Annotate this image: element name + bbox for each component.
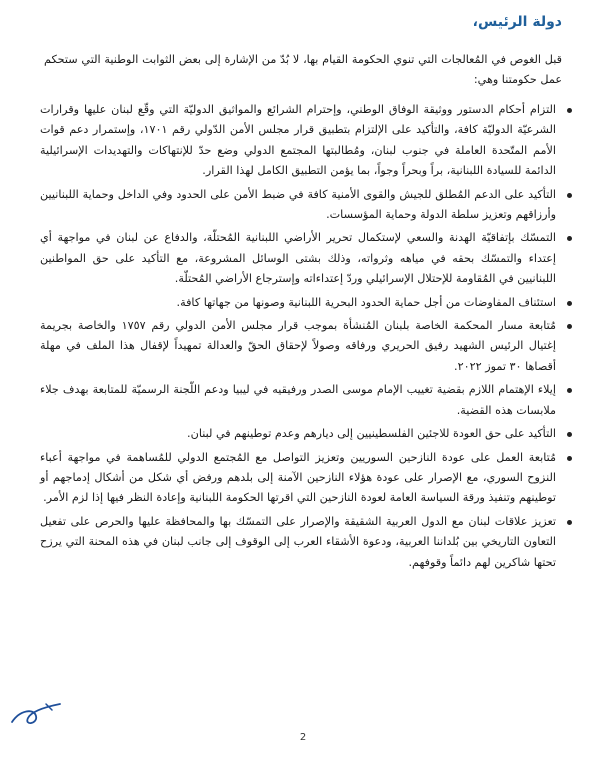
signature-mark [6,700,66,730]
list-item-text: التأكيد على حق العودة للاجئين الفلسطينيين إلى ديارهم وعدم توطينهم في لبنان. [187,427,556,441]
list-item-text: التزام أحكام الدستور ووثيقة الوفاق الوطني، وإحترام الشرائع والمواثيق الدوليّة التي وقّع لبنان عليها وقرارات الشرعيّة الدوليّة كافة، والتأكيد على الإلتزام بتطبيق قرار مجلس الأمن الدّولي رقم ١٧٠١، وإستمرار دعم قوات الأمم المتّحدة العاملة في جنوب لبنان، ومُطالبتها المجتمع الدولي وضع حدّ للإنتهاكات والتهديدات الإسرائيلية الدائمة للسيادة اللبنانية، براً وبحراً وجواً، بما يؤمن التطبيق الكامل لهذا القرار. [40,103,556,178]
bullet-icon [567,301,572,306]
principles-list [40,100,572,576]
bullet-icon [567,193,572,198]
list-item-text: إيلاء الإهتمام اللازم بقضية تغييب الإمام موسى الصدر ورفيقيه في ليبيا ودعم اللّجنة الرسميّة للمتابعة بهدف جلاء ملابسات هذه القضية. [40,383,556,417]
list-item-text: التمسّك بإتفاقيّة الهدنة والسعي لإستكمال تحرير الأراضي اللبنانية المُحتلّة، والدفاع عن لبنان في مواجهة أي إعتداء والتمسّك بحقه في مياهه وثرواته، وذلك بشتى الوسائل المشروعة، مع التأكيد على حق المواطنين اللبنانيين في المُقاومة للإحتلال الإسرائيلي وردّ إعتداءاته وإسترجاع الأراضي المُحتلّة. [40,231,556,286]
bullet-icon [567,236,572,241]
bullet-icon [567,108,572,113]
list-item-text: استئناف المفاوضات من أجل حماية الحدود البحرية اللبنانية وصونها من جهاتها كافة. [176,295,556,309]
bullet-icon [567,388,572,393]
list-item-text: مُتابعة مسار المحكمة الخاصة بلبنان المُنشأة بموجب قرار مجلس الأمن الدولي رقم ١٧٥٧ والخاصة بجريمة إغتيال الرئيس الشهيد رفيق الحريري ورفاقه وصولاً لإحقاق الحقّ والعدالة تمهيداً لإقفال هذا الملف في مهلة أقصاها ٣٠ تموز ٢٠٢٢. [40,319,556,373]
bullet-icon [567,520,572,525]
list-item [40,512,572,573]
list-item [40,293,572,313]
list-item-text: تعزيز علاقات لبنان مع الدول العربية الشقيقة والإصرار على التمسّك بها والمحافظة عليها والحرص على تفعيل التعاون التاريخي بين بُلداننا العربية، ودعوة الأشقاء العرب إلى الوقوف إلى جانب لبنان في هذه المحنة التي يرزح تحتها شاكرين لهم دائماً وقوفهم. [40,514,556,569]
list-item [40,100,572,182]
bullet-icon [567,432,572,437]
list-item-text: مُتابعة العمل على عودة النازحين السوريين وتعزيز التواصل مع المُجتمع الدولي للمُساهمة في مواجهة أعباء النزوح السوري، مع الإصرار على عودة هؤلاء النازحين الآمنة إلى بلدهم ورفض أي شكل من أشكال إدماجهم أو توطينهم وتنفيذ ورقة السياسة العامة لعودة النازحين التي اقرتها الحكومة اللبنانية وإعادة النظر فيها إذا لزم الأمر. [40,450,556,505]
bullet-icon [567,456,572,461]
list-item [40,228,572,289]
heading: دولة الرئيس، [472,14,562,30]
page-number: 2 [299,732,307,743]
list-item [40,316,572,377]
bullet-icon [567,324,572,329]
intro-paragraph: قبل الغوص في المُعالجات التي تنوي الحكومة القيام بها، لا بُدّ من الإشارة إلى بعض الثوابت الوطنية التي ستحكم عمل حكومتنا وهي: [44,53,562,86]
list-item [40,380,572,421]
list-item [40,448,572,509]
list-item [40,185,572,226]
list-item-text: التأكيد على الدعم المُطلق للجيش والقوى الأمنية كافة في ضبط الأمن على الحدود وفي الداخل وحماية اللبنانيين وأرزاقهم وتعزيز سلطة الدولة وحماية المؤسسات. [40,187,556,222]
list-item [40,424,572,444]
